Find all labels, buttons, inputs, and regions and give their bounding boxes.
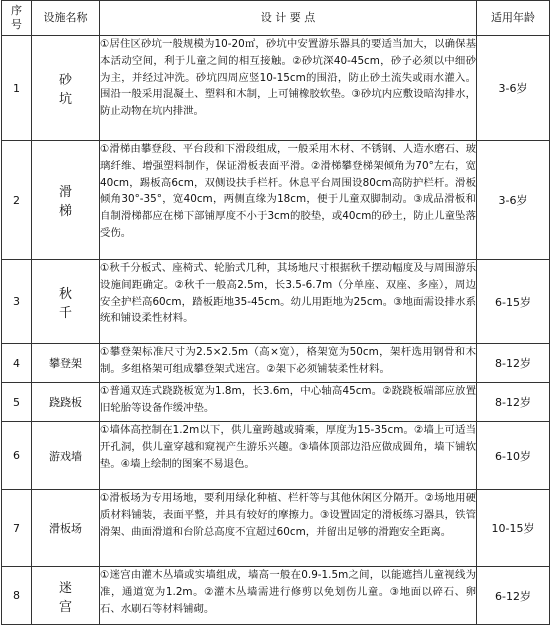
row-name: 游戏墙 bbox=[32, 422, 100, 490]
row-age: 10-15岁 bbox=[477, 490, 550, 567]
table-row bbox=[2, 422, 550, 490]
row-points: ①滑板场为专用场地，要利用绿化种植、栏杆等与其他休闲区分隔开。②场地用硬质材料铺装，表面平整，并具有较好的摩擦力。③设置固定的滑板练习器具，铁管滑架、曲面滑道和台阶总高度不宜超过60cm，并留出足够的滑跑安全距离。 bbox=[100, 490, 477, 567]
header-name: 设施名称 bbox=[32, 1, 100, 36]
header-no bbox=[2, 1, 32, 36]
row-name: 滑 梯 bbox=[32, 141, 100, 260]
row-name: 迷 宫 bbox=[32, 567, 100, 625]
row-points: ①迷宫由灌木丛墙或实墙组成，墙高一般在0.9-1.5m之间，以能遮挡儿童视线为准，通道宽为1.2m。②灌木丛墙需进行修剪以免划伤儿童。③地面以碎石、卵石、水刷石等材料铺砌。 bbox=[100, 567, 477, 625]
row-no: 5 bbox=[2, 383, 32, 422]
table-row bbox=[2, 36, 550, 141]
row-no: 4 bbox=[2, 344, 32, 383]
row-name: 攀登架 bbox=[32, 344, 100, 383]
row-points: ①滑梯由攀登段、平台段和下滑段组成，一般采用木材、不锈钢、人造水磨石、玻璃纤维、增强塑料制作，保证滑板表面平滑。②滑梯攀登梯架倾角为70°左右，宽40cm，踢板高6cm，双侧设扶手栏杆。休息平台周围设80cm高防护栏杆。滑板倾角30°-35°，宽40cm，两侧直缘为18cm，便于儿童双脚制动。③成品滑板和自制滑梯都应在梯下部铺厚度不小于3cm的胶垫，或40cm的砂土，防止儿童坠落受伤。 bbox=[100, 141, 477, 260]
row-name: 跷跷板 bbox=[32, 383, 100, 422]
header-points: 设 计 要 点 bbox=[100, 1, 477, 36]
facility-design-table bbox=[1, 0, 550, 625]
row-no: 6 bbox=[2, 422, 32, 490]
row-no: 3 bbox=[2, 260, 32, 344]
row-no: 2 bbox=[2, 141, 32, 260]
header-no-line2: 号 bbox=[11, 18, 22, 31]
row-name: 砂 坑 bbox=[32, 36, 100, 141]
header-no-line1: 序 bbox=[11, 4, 22, 17]
row-points: ①普通双连式跷跷板宽为1.8m，长3.6m，中心轴高45cm。②跷跷板端部应放置旧轮胎等设备作缓冲垫。 bbox=[100, 383, 477, 422]
table-row bbox=[2, 260, 550, 344]
row-name: 秋 千 bbox=[32, 260, 100, 344]
table-row bbox=[2, 490, 550, 567]
row-age: 8-12岁 bbox=[477, 344, 550, 383]
row-age: 3-6岁 bbox=[477, 36, 550, 141]
row-age: 6-10岁 bbox=[477, 422, 550, 490]
row-no: 8 bbox=[2, 567, 32, 625]
table-row bbox=[2, 383, 550, 422]
table-row bbox=[2, 141, 550, 260]
row-age: 3-6岁 bbox=[477, 141, 550, 260]
header-age: 适用年龄 bbox=[477, 1, 550, 36]
row-no: 1 bbox=[2, 36, 32, 141]
row-age: 8-12岁 bbox=[477, 383, 550, 422]
row-points: ①居住区砂坑一般规模为10-20㎡，砂坑中安置游乐器具的要适当加大，以确保基本活动空间，利于儿童之间的相互接触。②砂坑深40-45cm，砂子必须以中细砂为主，并经过冲洗。砂坑四周应竖10-15cm的围沿，防止砂土流失或雨水灌入。围沿一般采用混凝土、塑料和木制，上可铺橡胶软垫。③砂坑内应敷设暗沟排水，防止动物在坑内排泄。 bbox=[100, 36, 477, 141]
table-row bbox=[2, 567, 550, 625]
row-points: ①攀登架标准尺寸为2.5×2.5m（高×宽），格架宽为50cm，架杆选用钢骨和木制。多组格架可组成攀登架式迷宫。②架下必须铺装柔性材料。 bbox=[100, 344, 477, 383]
row-age: 6-15岁 bbox=[477, 260, 550, 344]
row-no: 7 bbox=[2, 490, 32, 567]
row-age: 6-12岁 bbox=[477, 567, 550, 625]
row-name: 滑板场 bbox=[32, 490, 100, 567]
header-row bbox=[2, 1, 550, 36]
table-row bbox=[2, 344, 550, 383]
row-points: ①墙体高控制在1.2m以下，供儿童跨越或骑乘，厚度为15-35cm。②墙上可适当开孔洞，供儿童穿越和窥视产生游乐兴趣。③墙体顶部边沿应做成圆角，墙下铺软垫。④墙上绘制的图案不易退色。 bbox=[100, 422, 477, 490]
row-points: ①秋千分板式、座椅式、轮胎式几种，其场地尺寸根据秋千摆动幅度及与周围游乐设施间距确定。②秋千一般高2.5m，长3.5-6.7m（分单座、双座、多座），周边安全护栏高60cm，踏板距地35-45cm。幼儿用距地为25cm。③地面需设排水系统和铺设柔性材料。 bbox=[100, 260, 477, 344]
